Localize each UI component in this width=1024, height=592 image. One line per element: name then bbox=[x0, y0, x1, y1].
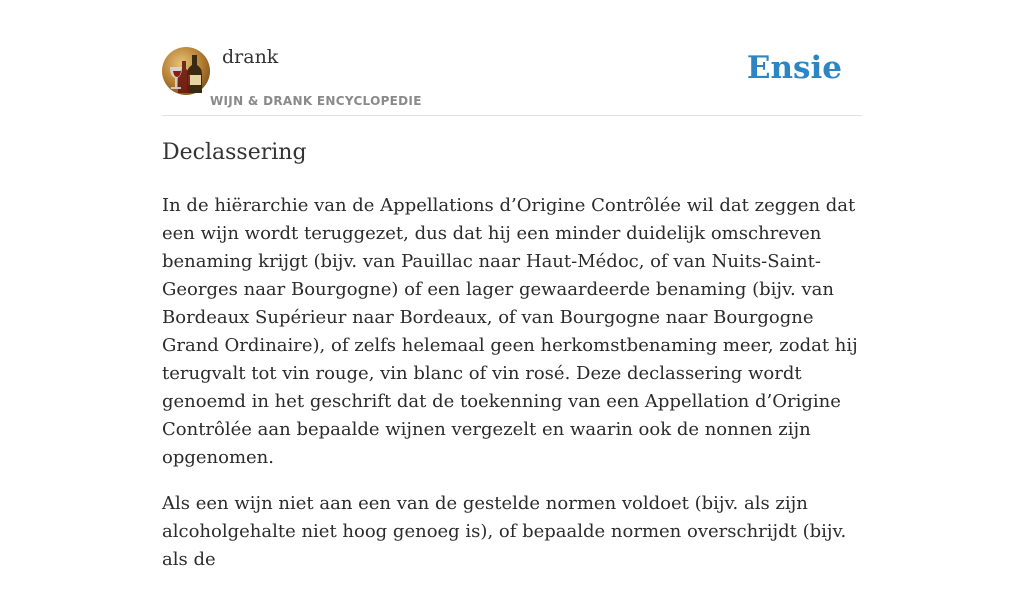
site-header bbox=[162, 0, 862, 116]
avatar[interactable] bbox=[162, 47, 210, 95]
brand-logo[interactable]: Ensie bbox=[746, 50, 842, 86]
article-paragraph: Als een wijn niet aan een van de gestelde normen voldoet (bijv. als zijn alcoholgehalte niet hoog genoeg is), of bepaalde normen overschrijdt (bijv. als de bbox=[162, 493, 847, 570]
page bbox=[162, 0, 862, 570]
page-title: Declassering bbox=[162, 140, 307, 165]
site-name[interactable]: drank bbox=[222, 46, 279, 68]
site-subtitle: WIJN & DRANK ENCYCLOPEDIE bbox=[210, 94, 422, 108]
wine-bottle-glass-icon bbox=[162, 47, 210, 95]
article-paragraph: In de hiërarchie van de Appellations d’Origine Contrôlée wil dat zeggen dat een wijn wordt teruggezet, dus dat hij een minder duidelijk omschreven benaming krijgt (bijv. van Pauillac naar Haut-Médoc, of van Nuits-Saint-Georges naar Bourgogne) of een lager gewaardeerde benaming (bijv. van Bordeaux Supérieur naar Bordeaux, of van Bourgogne naar Bourgogne Grand Ordinaire), of zelfs helemaal geen herkomstbenaming meer, zodat hij terugvalt tot vin rouge, vin blanc of vin rosé. Deze declassering wordt genoemd in het geschrift dat de toekenning van een Appellation d’Origine Contrôlée aan bepaalde wijnen vergezelt en waarin ook de nonnen zijn opgenomen. bbox=[162, 195, 858, 468]
article-body bbox=[162, 192, 862, 592]
